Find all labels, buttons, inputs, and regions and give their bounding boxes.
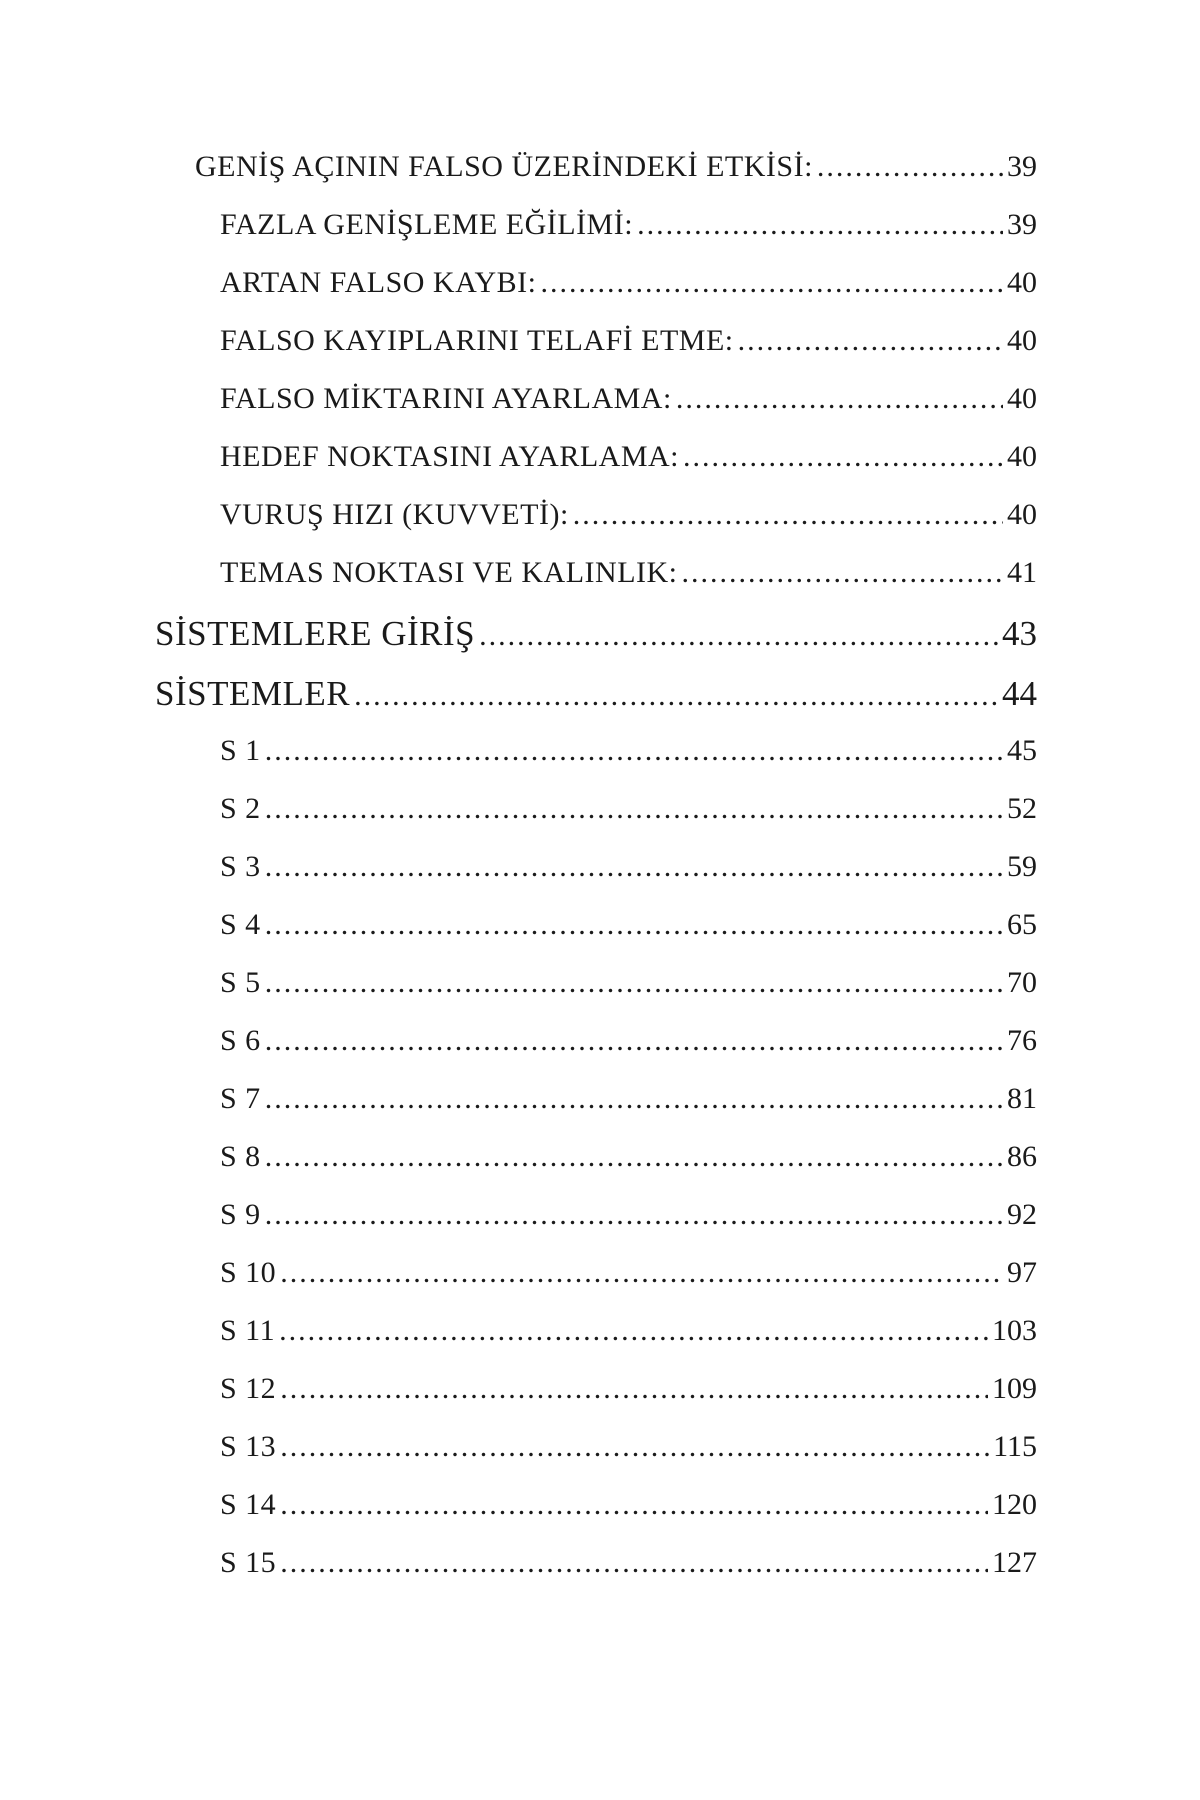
toc-entry-title: S 2 (220, 792, 261, 825)
toc-dot-leader (280, 1430, 989, 1464)
toc-page-number: 97 (1007, 1256, 1037, 1289)
toc-dot-leader (280, 1488, 988, 1522)
toc-page-number: 39 (1007, 150, 1037, 183)
toc-entry-title: S 6 (220, 1024, 261, 1057)
toc-chapter-title: SİSTEMLER (155, 674, 351, 713)
toc-dot-leader (676, 382, 1003, 416)
toc-entry-title: S 13 (220, 1430, 277, 1463)
toc-page-number: 92 (1007, 1198, 1037, 1231)
toc-entry[interactable] (0, 1082, 1037, 1140)
toc-page-number: 70 (1007, 966, 1037, 999)
toc-dot-leader (265, 734, 1003, 768)
toc-dot-leader (683, 440, 1003, 474)
toc-page-number: 103 (992, 1314, 1037, 1347)
toc-entry[interactable] (0, 208, 1037, 266)
toc-entry-title: FALSO KAYIPLARINI TELAFİ ETME: (220, 324, 734, 357)
toc-dot-leader (279, 1314, 988, 1348)
toc-entry-title: HEDEF NOKTASINI AYARLAMA: (220, 440, 680, 473)
toc-page-number: 39 (1007, 208, 1037, 241)
toc-page-number: 45 (1007, 734, 1037, 767)
toc-dot-leader (354, 679, 998, 713)
toc-page-number: 40 (1007, 440, 1037, 473)
table-of-contents (0, 150, 1200, 1604)
toc-page-number: 115 (993, 1430, 1037, 1463)
toc-dot-leader (541, 266, 1004, 300)
toc-chapter-entry[interactable] (0, 674, 1037, 734)
toc-entry-title: S 10 (220, 1256, 277, 1289)
toc-dot-leader (280, 1372, 988, 1406)
toc-entry-title: S 4 (220, 908, 261, 941)
toc-entry[interactable] (0, 850, 1037, 908)
toc-page-number: 81 (1007, 1082, 1037, 1115)
toc-page-number: 41 (1007, 556, 1037, 589)
toc-entry-title: S 12 (220, 1372, 277, 1405)
toc-dot-leader (280, 1256, 1003, 1290)
toc-chapter-title: SİSTEMLERE GİRİŞ (155, 614, 476, 653)
toc-entry[interactable] (0, 382, 1037, 440)
toc-page-number: 40 (1007, 498, 1037, 531)
toc-page-number: 40 (1007, 266, 1037, 299)
toc-dot-leader (265, 966, 1003, 1000)
toc-entry[interactable] (0, 1198, 1037, 1256)
toc-page-number: 76 (1007, 1024, 1037, 1057)
toc-dot-leader (265, 1140, 1003, 1174)
toc-dot-leader (682, 556, 1003, 590)
toc-entry-title: GENİŞ AÇININ FALSO ÜZERİNDEKİ ETKİSİ: (195, 150, 813, 183)
toc-entry[interactable] (0, 266, 1037, 324)
toc-entry[interactable] (0, 1024, 1037, 1082)
toc-dot-leader (265, 908, 1003, 942)
toc-page-number: 109 (992, 1372, 1037, 1405)
toc-entry-title: S 1 (220, 734, 261, 767)
toc-page-number: 43 (1002, 614, 1037, 653)
toc-entry[interactable] (0, 150, 1037, 208)
toc-dot-leader (479, 619, 998, 653)
toc-entry-title: S 14 (220, 1488, 277, 1521)
toc-page-number: 127 (992, 1546, 1037, 1579)
toc-page-number: 86 (1007, 1140, 1037, 1173)
toc-entry[interactable] (0, 1430, 1037, 1488)
toc-entry-title: S 11 (220, 1314, 276, 1347)
toc-dot-leader (738, 324, 1003, 358)
toc-entry[interactable] (0, 556, 1037, 614)
toc-page-number: 59 (1007, 850, 1037, 883)
toc-dot-leader (265, 1082, 1003, 1116)
toc-entry-title: TEMAS NOKTASI VE KALINLIK: (220, 556, 678, 589)
toc-page-number: 65 (1007, 908, 1037, 941)
toc-dot-leader (280, 1546, 988, 1580)
toc-entry[interactable] (0, 1256, 1037, 1314)
toc-entry-title: S 8 (220, 1140, 261, 1173)
toc-entry-title: S 15 (220, 1546, 277, 1579)
toc-entry[interactable] (0, 1488, 1037, 1546)
toc-entry[interactable] (0, 1546, 1037, 1604)
toc-dot-leader (637, 208, 1003, 242)
toc-entry[interactable] (0, 792, 1037, 850)
toc-dot-leader (265, 850, 1003, 884)
toc-entry[interactable] (0, 1140, 1037, 1198)
toc-entry[interactable] (0, 734, 1037, 792)
toc-entry-title: VURUŞ HIZI (KUVVETİ): (220, 498, 569, 531)
toc-page-number: 44 (1002, 674, 1037, 713)
toc-entry-title: S 7 (220, 1082, 261, 1115)
toc-entry[interactable] (0, 440, 1037, 498)
toc-entry-title: S 9 (220, 1198, 261, 1231)
toc-entry[interactable] (0, 498, 1037, 556)
toc-entry-title: ARTAN FALSO KAYBI: (220, 266, 537, 299)
toc-entry[interactable] (0, 966, 1037, 1024)
toc-entry-title: FAZLA GENİŞLEME EĞİLİMİ: (220, 208, 634, 241)
toc-dot-leader (265, 1024, 1003, 1058)
toc-dot-leader (265, 1198, 1003, 1232)
toc-chapter-entry[interactable] (0, 614, 1037, 674)
toc-page-number: 40 (1007, 382, 1037, 415)
toc-entry-title: FALSO MİKTARINI AYARLAMA: (220, 382, 672, 415)
toc-entry[interactable] (0, 1372, 1037, 1430)
toc-entry-title: S 3 (220, 850, 261, 883)
toc-dot-leader (265, 792, 1003, 826)
toc-page-number: 120 (992, 1488, 1037, 1521)
toc-entry[interactable] (0, 908, 1037, 966)
toc-dot-leader (573, 498, 1003, 532)
toc-entry[interactable] (0, 324, 1037, 382)
toc-page-number: 40 (1007, 324, 1037, 357)
toc-page-number: 52 (1007, 792, 1037, 825)
toc-entry[interactable] (0, 1314, 1037, 1372)
toc-entry-title: S 5 (220, 966, 261, 999)
toc-dot-leader (817, 150, 1003, 184)
